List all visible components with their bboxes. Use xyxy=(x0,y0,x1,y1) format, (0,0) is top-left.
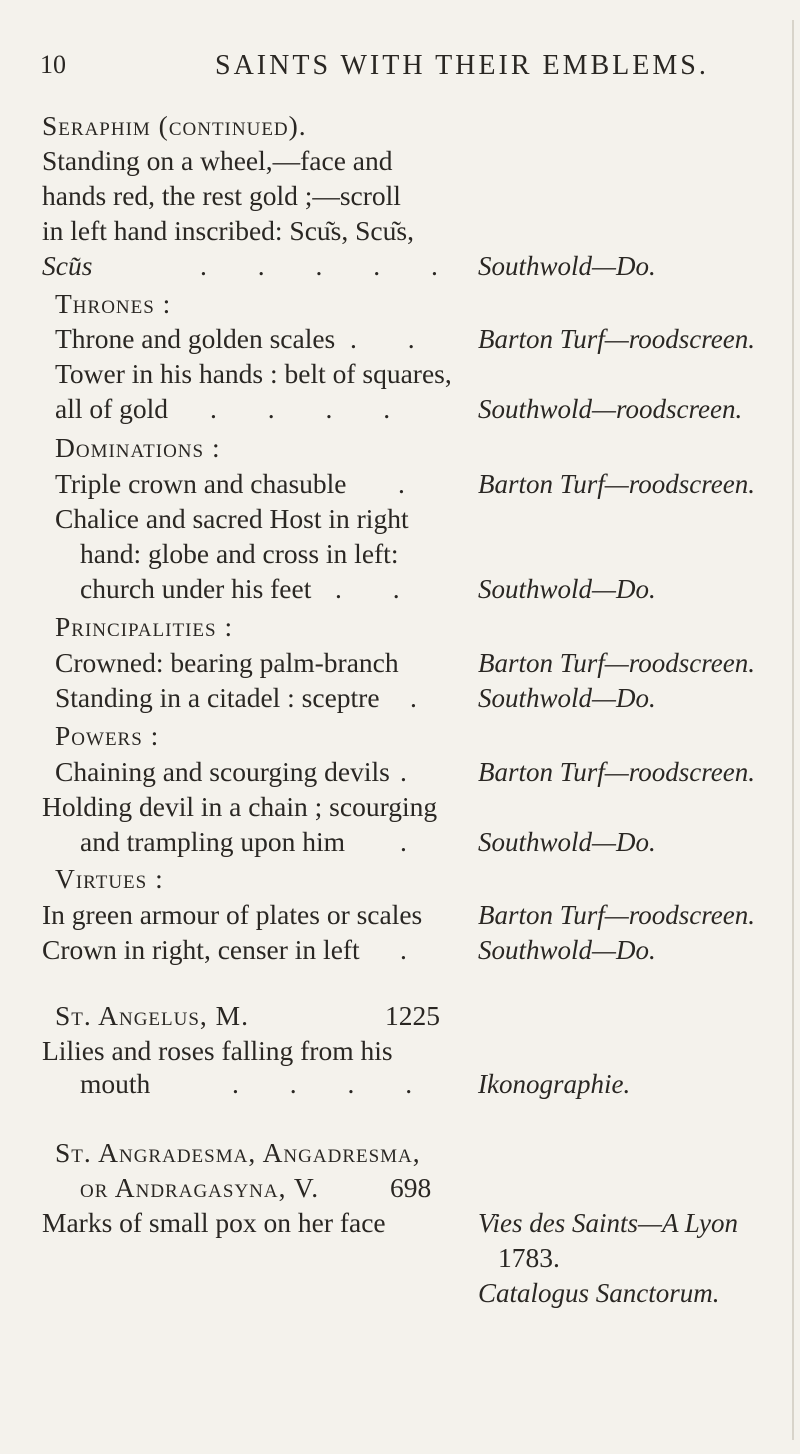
page-edge-shadow xyxy=(792,20,794,1440)
seraphim-line-2: hands red, the rest gold ;—scroll xyxy=(42,180,401,211)
dominations-entry-1: Triple crown and chasuble xyxy=(55,468,347,499)
angradesma-heading-line-1: St. Angradesma, Angadresma, xyxy=(55,1137,421,1168)
angradesma-heading-line-2: or Andragasyna, V. xyxy=(80,1172,320,1203)
virtues-entry-1: In green armour of plates or scales xyxy=(42,899,423,930)
powers-entry-2-line-2: and trampling upon him xyxy=(80,826,346,857)
angelus-line-1: Lilies and roses falling from his xyxy=(42,1035,393,1066)
powers-entry-1-ref: Barton Turf—roodscreen. xyxy=(478,757,756,787)
angradesma-line-1: Marks of small pox on her face xyxy=(42,1207,386,1238)
powers-entry-2-dots: . xyxy=(400,826,429,857)
seraphim-heading: Seraphim (continued). xyxy=(42,110,307,141)
thrones-heading: Thrones : xyxy=(55,288,172,319)
powers-entry-2-ref: Southwold—Do. xyxy=(478,827,656,857)
virtues-entry-2: Crown in right, censer in left xyxy=(42,934,360,965)
seraphim-line-1: Standing on a wheel,—face and xyxy=(42,145,393,176)
angelus-heading: St. Angelus, M. xyxy=(55,1000,250,1031)
thrones-entry-2-line-1: Tower in his hands : belt of squares, xyxy=(55,358,452,389)
dominations-heading: Dominations : xyxy=(55,432,221,463)
principalities-entry-2: Standing in a citadel : sceptre xyxy=(55,682,380,713)
seraphim-leader-dots: . . . . . xyxy=(200,250,460,281)
angradesma-ref-3: Catalogus Sanctorum. xyxy=(478,1278,720,1308)
seraphim-ref: Southwold—Do. xyxy=(478,251,656,281)
powers-entry-2-line-1: Holding devil in a chain ; scourging xyxy=(42,791,438,822)
angelus-line-2: mouth xyxy=(80,1068,151,1099)
dominations-entry-2-ref: Southwold—Do. xyxy=(478,574,656,604)
dominations-entry-1-ref: Barton Turf—roodscreen. xyxy=(478,469,756,499)
thrones-entry-2-dots: . . . . xyxy=(210,393,413,424)
virtues-heading: Virtues : xyxy=(55,863,164,894)
dominations-entry-2-line-2: hand: globe and cross in left: xyxy=(80,538,399,569)
thrones-entry-1: Throne and golden scales xyxy=(55,323,336,354)
principalities-entry-2-dots: . xyxy=(410,682,439,713)
principalities-entry-1: Crowned: bearing palm-branch xyxy=(55,647,399,678)
angelus-ref: Ikonographie. xyxy=(478,1069,631,1099)
running-title: SAINTS WITH THEIR EMBLEMS. xyxy=(215,50,709,81)
principalities-entry-1-ref: Barton Turf—roodscreen. xyxy=(478,648,756,678)
virtues-entry-2-dots: . xyxy=(400,934,429,965)
dominations-entry-2-line-1: Chalice and sacred Host in right xyxy=(55,503,409,534)
angradesma-date: 698 xyxy=(390,1172,432,1203)
page-header xyxy=(40,50,780,86)
dominations-entry-1-dots: . xyxy=(398,468,427,499)
thrones-entry-1-ref: Barton Turf—roodscreen. xyxy=(478,324,756,354)
angelus-date: 1225 xyxy=(385,1000,440,1031)
thrones-entry-2-ref: Southwold—roodscreen. xyxy=(478,394,743,424)
seraphim-line-3: in left hand inscribed: Scu͂s, Scu͂s, xyxy=(42,215,414,246)
angradesma-ref-2: 1783. xyxy=(498,1242,560,1273)
angelus-leader-dots: . . . . xyxy=(232,1068,435,1099)
powers-entry-1: Chaining and scourging devils xyxy=(55,756,390,787)
principalities-heading: Principalities : xyxy=(55,611,234,642)
dominations-entry-2-dots: . . xyxy=(335,573,422,604)
virtues-entry-1-ref: Barton Turf—roodscreen. xyxy=(478,900,756,930)
seraphim-line-4: Scu͂s xyxy=(42,250,93,281)
powers-heading: Powers : xyxy=(55,720,160,751)
thrones-entry-2-line-2: all of gold xyxy=(55,393,169,424)
page-number: 10 xyxy=(40,50,66,79)
powers-entry-1-dots: . xyxy=(400,756,429,787)
angradesma-ref-1: Vies des Saints—A Lyon xyxy=(478,1208,738,1238)
dominations-entry-2-line-3: church under his feet xyxy=(80,573,312,604)
principalities-entry-2-ref: Southwold—Do. xyxy=(478,683,656,713)
thrones-entry-1-dots: . . xyxy=(350,323,437,354)
virtues-entry-2-ref: Southwold—Do. xyxy=(478,935,656,965)
